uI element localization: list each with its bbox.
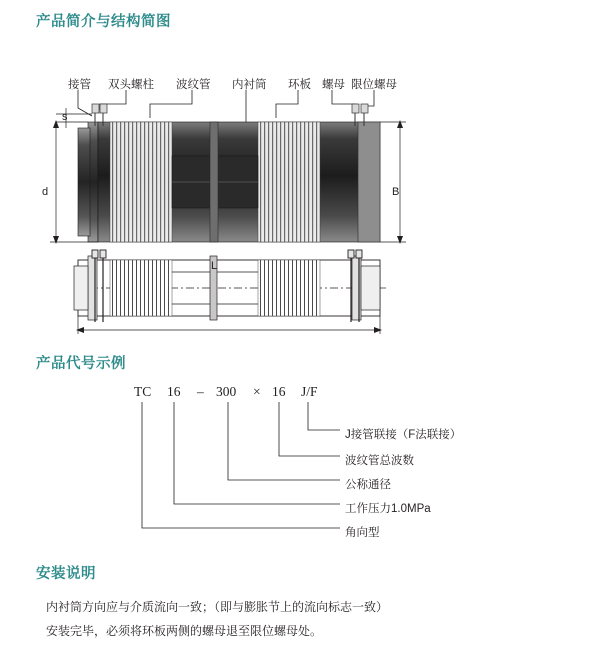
callout-label-stud: 双头螺柱 (108, 79, 154, 91)
callout-label-limit-nut: 限位螺母 (351, 79, 397, 91)
callout-label-ring-plate: 环板 (288, 79, 311, 91)
install-note-2: 安装完毕，必须将环板两侧的螺母退至限位螺母处。 (46, 624, 323, 638)
code-token-tc: TC (134, 384, 152, 399)
section-title-install: 安装说明 (36, 566, 96, 582)
install-note-1: 内衬筒方向应与介质流向一致；（即与膨胀节上的流向标志一致） (46, 600, 389, 614)
code-desc-wave-count: 波纹管总波数 (345, 455, 414, 467)
callout-label-nut: 螺母 (322, 79, 345, 91)
structure-diagram (0, 60, 600, 345)
code-desc-type: 角向型 (345, 527, 380, 539)
code-token-dash: – (197, 384, 204, 399)
code-desc-pressure: 工作压力1.0MPa (345, 503, 431, 515)
code-token-times: × (253, 384, 261, 399)
callout-label-bellows: 波纹管 (176, 79, 211, 91)
structure-drawing-svg (0, 60, 600, 345)
code-token-jf: J/F (301, 384, 318, 399)
code-token-16a: 16 (167, 384, 181, 399)
product-code-diagram (0, 378, 600, 548)
dimension-label-s: s (62, 111, 68, 123)
code-desc-diameter: 公称通径 (345, 479, 391, 491)
callout-label-liner: 内衬筒 (232, 79, 267, 91)
install-notes (46, 598, 566, 646)
code-desc-connection: J接管联接（F法联接） (345, 429, 462, 441)
callout-label-pipe: 接管 (68, 79, 91, 91)
code-leader-lines-svg (0, 378, 600, 548)
dimension-label-L: L (211, 260, 218, 272)
section-title-code: 产品代号示例 (36, 356, 126, 372)
section-title-intro: 产品简介与结构简图 (36, 14, 171, 30)
dimension-label-d: d (42, 186, 49, 198)
dimension-label-B: B (392, 186, 400, 198)
code-token-300: 300 (216, 384, 237, 399)
code-token-16b: 16 (272, 384, 286, 399)
